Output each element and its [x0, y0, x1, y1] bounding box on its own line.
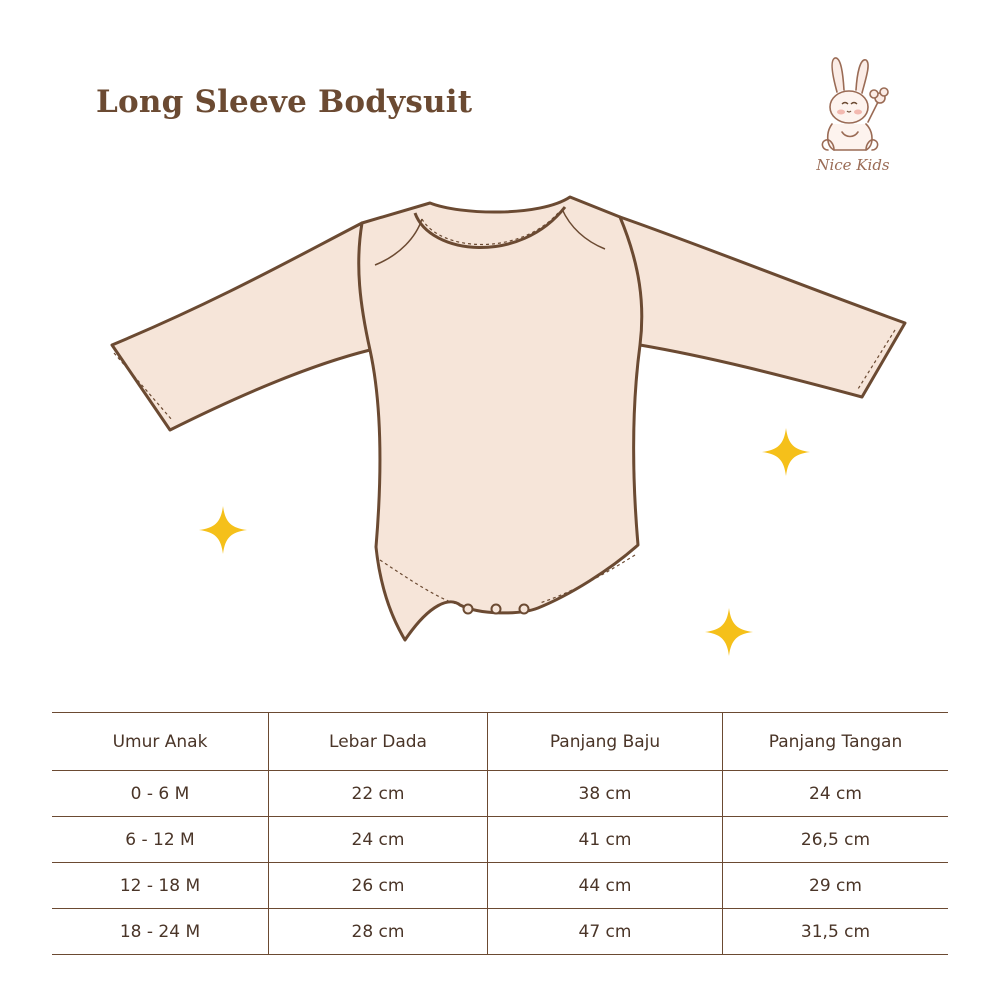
cell-lebar-dada: 28 cm	[269, 909, 488, 955]
cell-umur: 18 - 24 M	[52, 909, 269, 955]
header-umur-anak: Umur Anak	[52, 713, 269, 771]
cell-lebar-dada: 24 cm	[269, 817, 488, 863]
sparkle-icon	[197, 504, 249, 556]
table-row	[52, 863, 948, 909]
cell-panjang-tangan: 24 cm	[723, 771, 949, 817]
table-row	[52, 771, 948, 817]
long-sleeve-bodysuit-icon	[100, 185, 920, 655]
cell-panjang-tangan: 31,5 cm	[723, 909, 949, 955]
cell-lebar-dada: 26 cm	[269, 863, 488, 909]
cell-panjang-baju: 47 cm	[488, 909, 723, 955]
table-header-row	[52, 713, 948, 771]
cell-panjang-baju: 41 cm	[488, 817, 723, 863]
header-panjang-tangan: Panjang Tangan	[723, 713, 949, 771]
cell-panjang-tangan: 29 cm	[723, 863, 949, 909]
table-row	[52, 817, 948, 863]
brand-name: Nice Kids	[816, 156, 890, 174]
table-row	[52, 909, 948, 955]
header-lebar-dada: Lebar Dada	[269, 713, 488, 771]
cell-umur: 6 - 12 M	[52, 817, 269, 863]
sparkle-icon	[760, 426, 812, 478]
cell-panjang-tangan: 26,5 cm	[723, 817, 949, 863]
cell-panjang-baju: 38 cm	[488, 771, 723, 817]
page-title: Long Sleeve Bodysuit	[96, 84, 473, 120]
cell-lebar-dada: 22 cm	[269, 771, 488, 817]
cell-umur: 0 - 6 M	[52, 771, 269, 817]
header-panjang-baju: Panjang Baju	[488, 713, 723, 771]
cell-umur: 12 - 18 M	[52, 863, 269, 909]
size-chart-table	[52, 712, 948, 955]
cell-panjang-baju: 44 cm	[488, 863, 723, 909]
sparkle-icon	[703, 606, 755, 658]
